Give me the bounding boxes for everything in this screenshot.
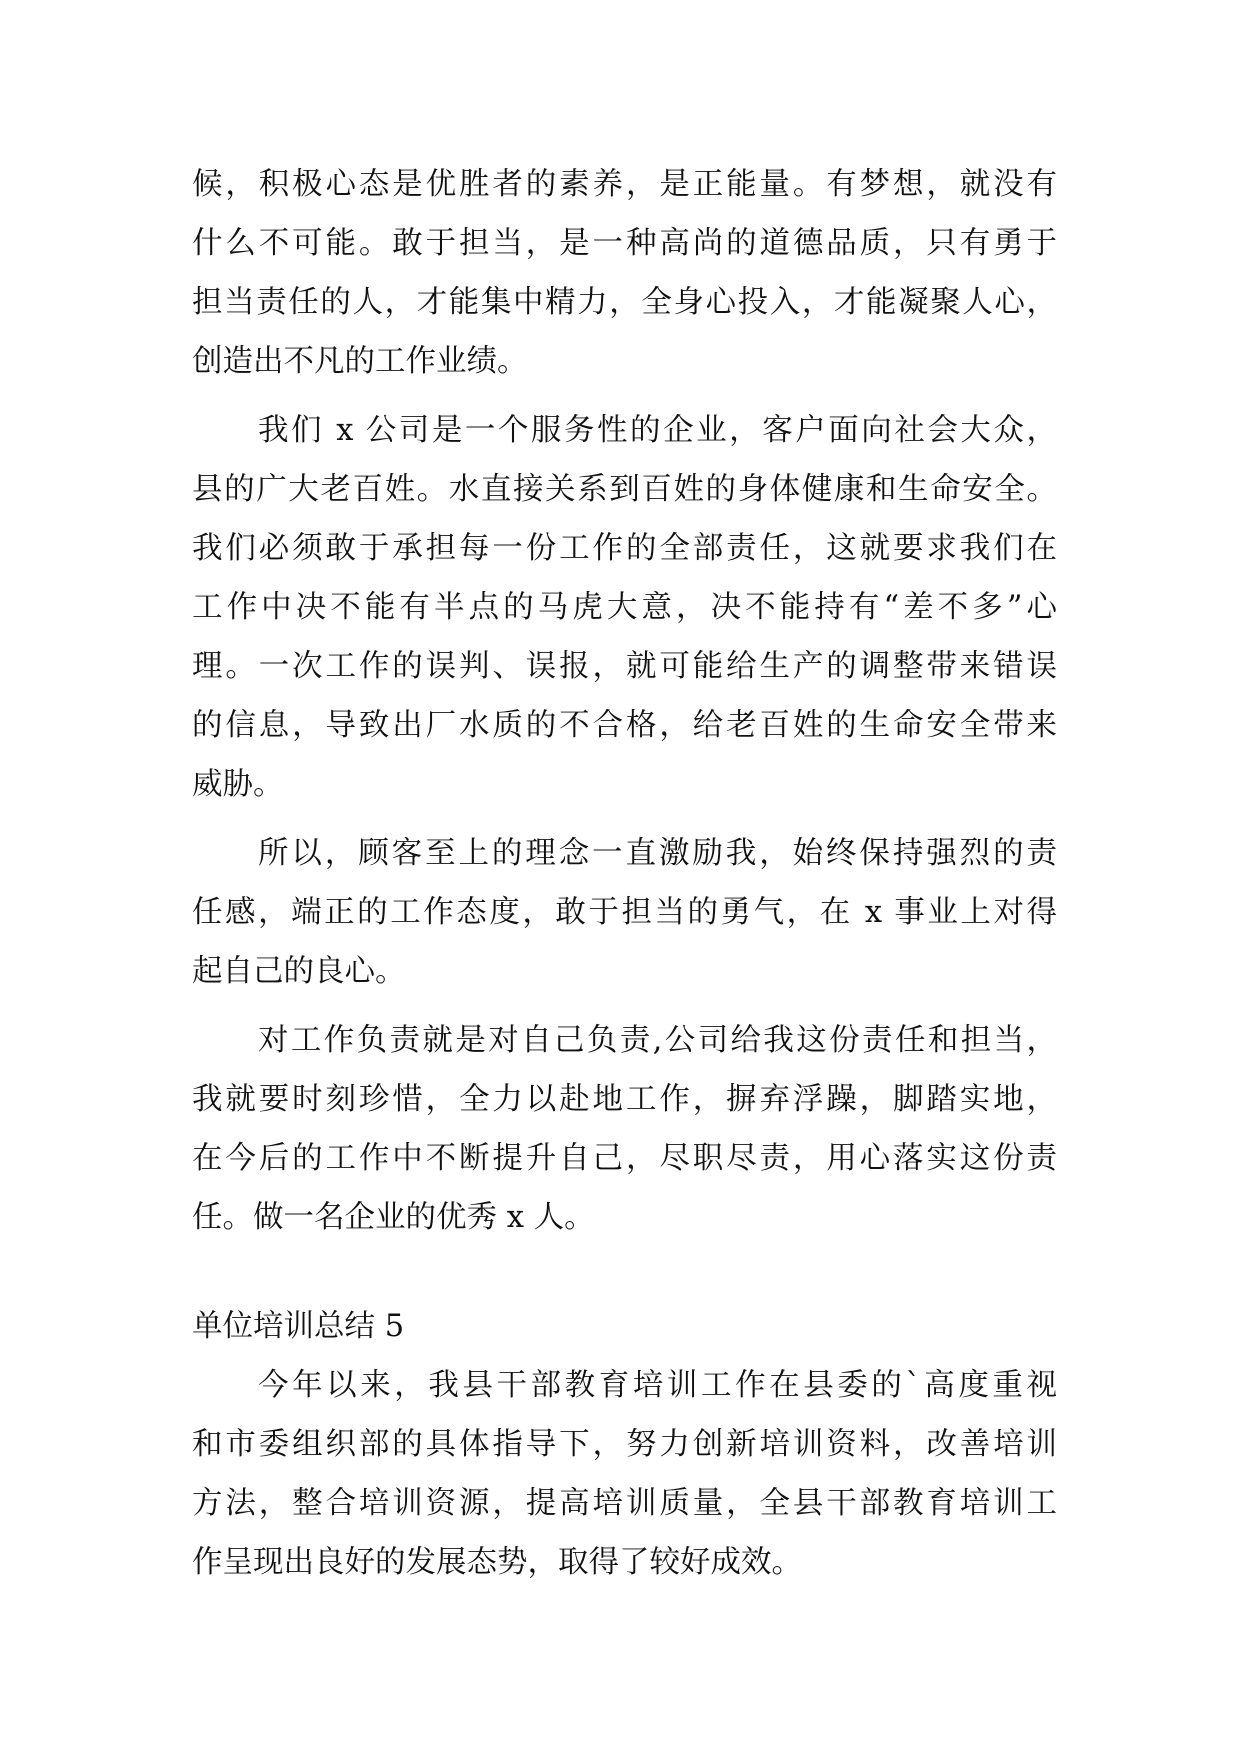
text-line: 我们 x 公司是一个服务性的企业，客户面向社会大众， bbox=[258, 413, 1057, 448]
section-heading: 单位培训总结 5 bbox=[192, 1309, 405, 1344]
text-line: 任感，端正的工作态度，敢于担当的勇气，在 x 事业上对得 bbox=[192, 895, 1057, 930]
paragraph bbox=[192, 1356, 1057, 1592]
text-line: 创造出不凡的工作业绩。 bbox=[192, 344, 528, 379]
text-line: 工作中决不能有半点的马虎大意，决不能持有“差不多”心 bbox=[192, 590, 1057, 625]
text-line: 我们必须敢于承担每一份工作的全部责任，这就要求我们在 bbox=[192, 531, 1057, 566]
text-line: 的信息，导致出厂水质的不合格，给老百姓的生命安全带来 bbox=[192, 708, 1057, 743]
paragraph bbox=[192, 401, 1057, 814]
text-line: 所以，顾客至上的理念一直激励我，始终保持强烈的责 bbox=[258, 836, 1057, 871]
paragraph bbox=[192, 824, 1057, 1001]
text-line: 县的广大老百姓。水直接关系到百姓的身体健康和生命安全。 bbox=[192, 472, 1057, 507]
text-line: 作呈现出良好的发展态势，取得了较好成效。 bbox=[192, 1545, 802, 1580]
text-line: 方法，整合培训资源，提高培训质量，全县干部教育培训工 bbox=[192, 1486, 1057, 1521]
text-line: 威胁。 bbox=[192, 767, 284, 802]
text-line: 任。做一名企业的优秀 x 人。 bbox=[192, 1200, 595, 1235]
text-line: 对工作负责就是对自己负责,公司给我这份责任和担当， bbox=[258, 1023, 1057, 1058]
text-line: 理。一次工作的误判、误报，就可能给生产的调整带来错误 bbox=[192, 649, 1057, 684]
text-line: 和市委组织部的具体指导下，努力创新培训资料，改善培训 bbox=[192, 1427, 1057, 1462]
text-line: 我就要时刻珍惜，全力以赴地工作，摒弃浮躁，脚踏实地， bbox=[192, 1082, 1057, 1117]
text-line: 候，积极心态是优胜者的素养，是正能量。有梦想，就没有 bbox=[192, 167, 1057, 202]
text-line: 今年以来，我县干部教育培训工作在县委的`高度重视 bbox=[258, 1368, 1057, 1403]
text-line: 在今后的工作中不断提升自己，尽职尽责，用心落实这份责 bbox=[192, 1141, 1057, 1176]
text-line: 什么不可能。敢于担当，是一种高尚的道德品质，只有勇于 bbox=[192, 226, 1057, 261]
text-line: 起自己的良心。 bbox=[192, 954, 406, 989]
paragraph bbox=[192, 1011, 1057, 1247]
text-line: 担当责任的人，才能集中精力，全身心投入，才能凝聚人心， bbox=[192, 285, 1057, 320]
document-body bbox=[192, 155, 1057, 1592]
paragraph bbox=[192, 155, 1057, 391]
